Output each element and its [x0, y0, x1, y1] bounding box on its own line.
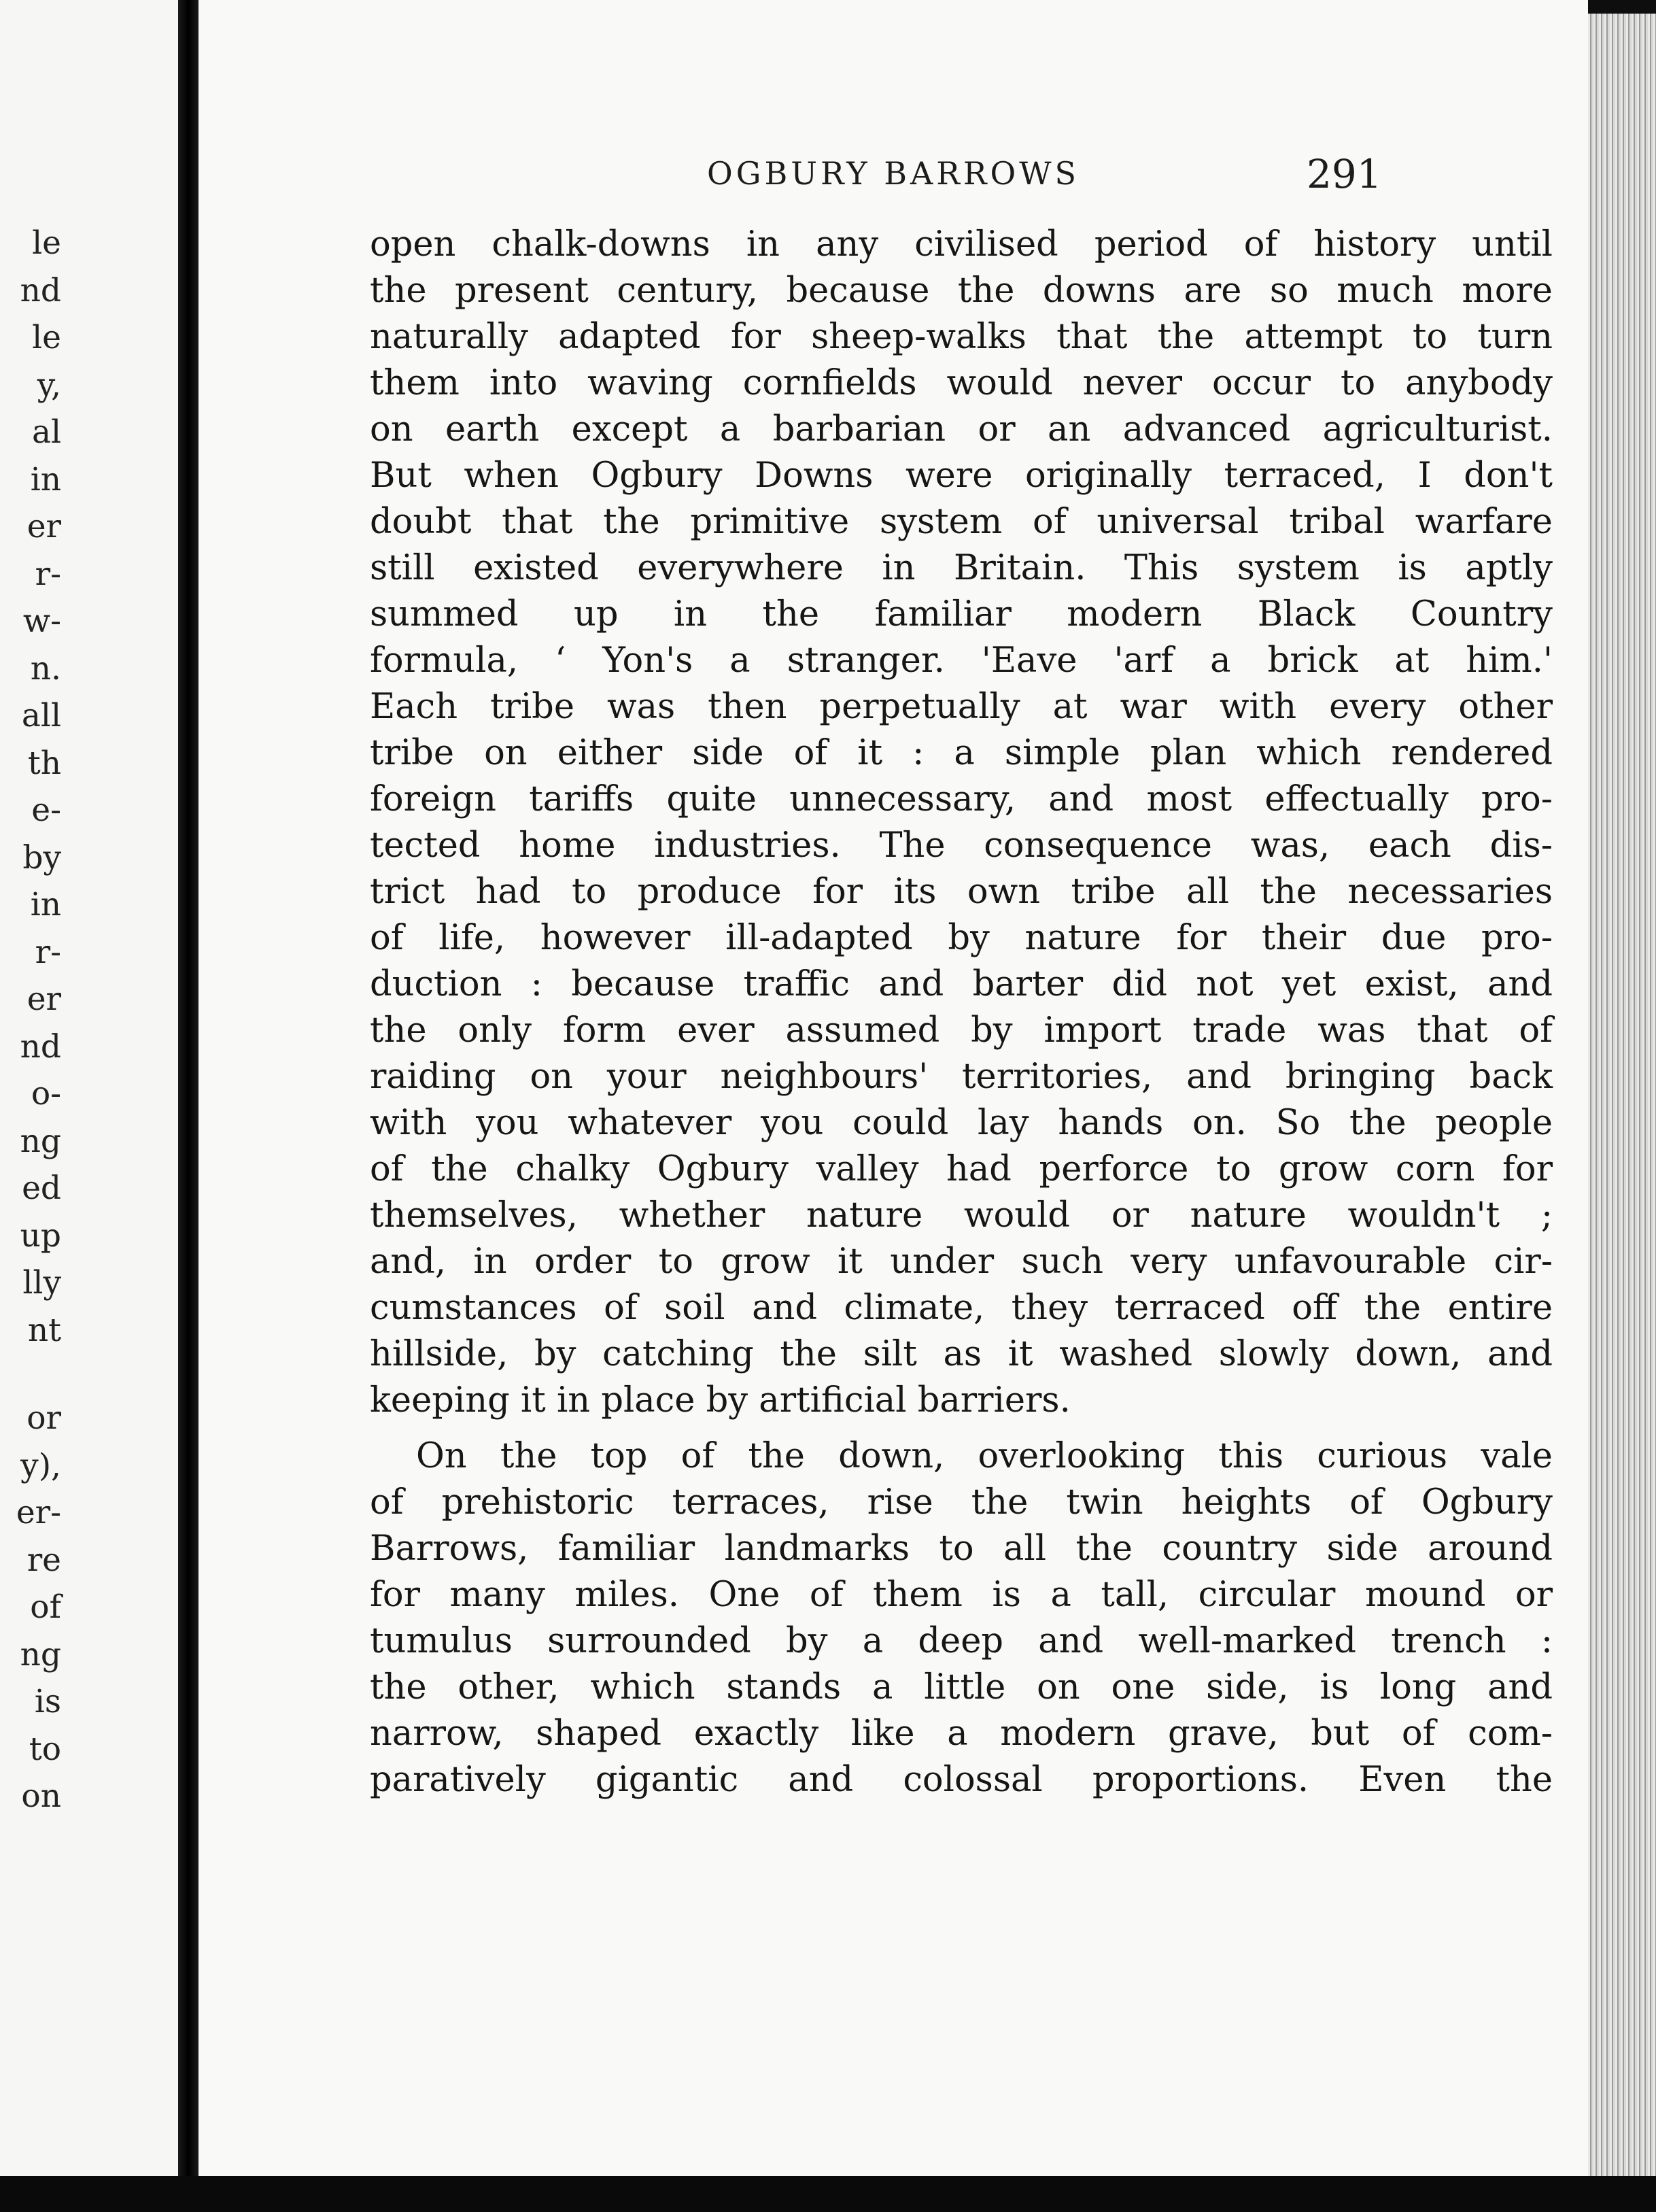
text-line: duction : because traffic and barter did not yet exist, and [370, 964, 1553, 1004]
left-page-fragment: ng [20, 1123, 61, 1160]
left-page-fragment: al [31, 413, 61, 451]
text-line: But when Ogbury Downs were originally terraced, I don't [370, 456, 1553, 496]
text-line: tribe on either side of it : a simple plan which rendered [370, 733, 1553, 773]
left-page-fragment: lly [22, 1264, 61, 1301]
left-page-fragment: e- [31, 792, 61, 829]
text-line: open chalk-downs in any civilised period of history until [370, 224, 1553, 265]
text-line: on earth except a barbarian or an advanced agriculturist. [370, 409, 1553, 449]
text-line: cumstances of soil and climate, they terraced off the entire [370, 1288, 1553, 1328]
text-line: and, in order to grow it under such very unfavourable cir- [370, 1242, 1553, 1282]
book-gutter [178, 0, 199, 2176]
text-line: of life, however ill-adapted by nature for their due pro- [370, 918, 1553, 958]
left-page-fragment: is [34, 1683, 61, 1720]
left-page-fragment: er- [16, 1494, 61, 1531]
left-page-fragment: in [30, 461, 61, 498]
left-page-fragment: nd [20, 1028, 61, 1066]
page-edges [1588, 14, 1656, 2176]
text-line: trict had to produce for its own tribe all the necessaries [370, 872, 1553, 912]
left-page-fragment: up [20, 1217, 61, 1255]
left-page-fragment: of [30, 1588, 61, 1626]
left-page-fragment: er [27, 508, 61, 545]
running-head: OGBURY BARROWS [707, 155, 1080, 192]
text-line: tumulus surrounded by a deep and well-marked trench : [370, 1621, 1553, 1661]
text-line: Barrows, familiar landmarks to all the country side around [370, 1529, 1553, 1569]
text-line: the present century, because the downs are so much more [370, 271, 1553, 311]
book-page [199, 0, 1588, 2176]
paragraph [370, 1433, 1553, 1803]
text-line: the only form ever assumed by import trade was that of [370, 1010, 1553, 1051]
left-page-fragment: r- [35, 556, 61, 593]
left-page-fragment: re [27, 1542, 61, 1579]
text-line: foreign tariffs quite unnecessary, and most effectually pro- [370, 779, 1553, 819]
left-page-fragment: nt [27, 1312, 61, 1349]
text-line: tected home industries. The consequence was, each dis- [370, 826, 1553, 866]
body-text [370, 222, 1553, 1803]
text-line: with you whatever you could lay hands on. So the people [370, 1103, 1553, 1143]
left-page-fragment: y, [37, 367, 61, 404]
left-page-fragment: o- [31, 1075, 61, 1112]
text-line: raiding on your neighbours' territories, and bringing back [370, 1057, 1553, 1097]
text-line: On the top of the down, overlooking this curious vale [416, 1436, 1553, 1476]
left-page-fragment: ed [22, 1170, 61, 1207]
text-line: summed up in the familiar modern Black Country [370, 594, 1553, 634]
left-page-fragment: er [27, 981, 61, 1018]
text-line: Each tribe was then perpetually at war with every other [370, 687, 1553, 727]
left-page-fragment: th [27, 745, 61, 782]
text-line: still existed everywhere in Britain. This system is aptly [370, 548, 1553, 588]
left-page-fragment: n. [30, 650, 61, 687]
text-line: of the chalky Ogbury valley had perforce to grow corn for [370, 1149, 1553, 1189]
left-page-fragment: or [27, 1399, 61, 1437]
text-line: hillside, by catching the silt as it washed slowly down, and [370, 1334, 1553, 1374]
left-page-fragment: on [21, 1777, 61, 1815]
text-line: formula, ‘ Yon's a stranger. 'Eave 'arf a brick at him.' [370, 641, 1553, 681]
text-line: naturally adapted for sheep-walks that the attempt to turn [370, 317, 1553, 357]
left-page-fragment: le [32, 319, 61, 356]
left-page-fragment: w- [22, 602, 61, 640]
scan-border [0, 2176, 1656, 2212]
page-header [199, 151, 1588, 203]
text-line: keeping it in place by artificial barriers. [370, 1380, 1071, 1420]
text-line: them into waving cornfields would never occur to anybody [370, 363, 1553, 403]
text-line: paratively gigantic and colossal proportions. Even the [370, 1760, 1553, 1800]
left-page-fragment: nd [20, 272, 61, 309]
left-page-fragment: y), [20, 1447, 61, 1484]
left-page-fragment: by [22, 839, 61, 877]
left-page-fragment: ng [20, 1636, 61, 1673]
text-line: themselves, whether nature would or nature wouldn't ; [370, 1195, 1553, 1236]
left-page-fragment: le [32, 224, 61, 262]
text-line: of prehistoric terraces, rise the twin heights of Ogbury [370, 1482, 1553, 1522]
paragraph [370, 222, 1553, 1424]
text-line: the other, which stands a little on one side, is long and [370, 1667, 1553, 1707]
left-page-margin [0, 0, 178, 2176]
left-page-fragment: in [30, 886, 61, 923]
left-page-fragment: r- [35, 934, 61, 971]
left-page-fragment: to [29, 1731, 61, 1768]
text-line: doubt that the primitive system of universal tribal warfare [370, 502, 1553, 542]
text-line: for many miles. One of them is a tall, circular mound or [370, 1575, 1553, 1615]
left-page-fragment: all [21, 697, 61, 734]
page-number: 291 [1307, 151, 1382, 197]
text-line: narrow, shaped exactly like a modern grave, but of com- [370, 1714, 1553, 1754]
